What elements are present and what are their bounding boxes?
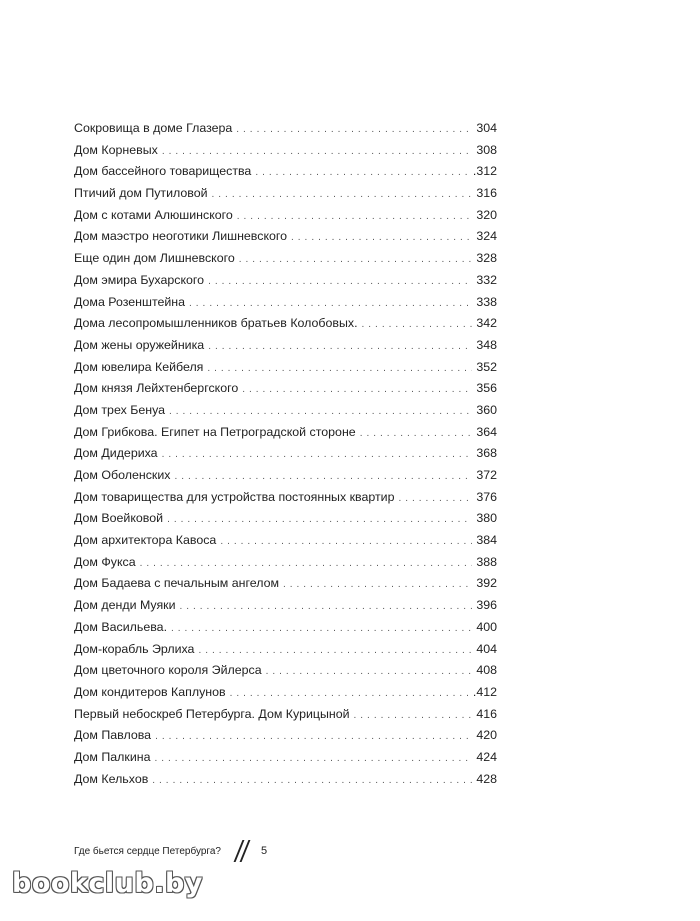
dot-leader <box>360 428 473 439</box>
toc-entry <box>74 576 497 598</box>
toc-entry-page: 388 <box>476 554 497 569</box>
toc-entry-title: Дом князя Лейхтенбергского <box>74 381 239 396</box>
toc-entry-title: Дом товарищества для устройства постоянных квартир <box>74 489 395 504</box>
toc-entry-page: 384 <box>476 533 497 548</box>
toc-entry-title: Дом бассейного товарищества <box>74 164 252 179</box>
toc-entry-page: 324 <box>476 229 497 244</box>
toc-entry-title: Дом Кельхов <box>74 771 149 786</box>
toc-entry <box>74 772 497 794</box>
toc-entry-page: 404 <box>476 641 497 656</box>
toc-entry-title: Дом эмира Бухарского <box>74 272 205 287</box>
toc-entry-title: Первый небоскреб Петербурга. Дом Курицыной <box>74 706 350 721</box>
dot-leader <box>220 536 472 547</box>
toc-entry <box>74 208 497 230</box>
toc-entry-title: Дом с котами Алюшинского <box>74 207 233 222</box>
toc-entry-title: Дом денди Муяки <box>74 598 176 613</box>
toc-entry <box>74 403 497 425</box>
toc-entry <box>74 642 497 664</box>
toc-entry-title: Дом Палкина <box>74 749 151 764</box>
toc-entry <box>74 707 497 729</box>
toc-entry <box>74 663 497 685</box>
toc-entry <box>74 490 497 512</box>
toc-entry-page: 428 <box>476 771 497 786</box>
toc-entry-title: Дом Корневых <box>74 142 158 157</box>
toc-entry <box>74 598 497 620</box>
dot-leader <box>167 514 472 525</box>
toc-entry-page: 352 <box>476 359 497 374</box>
toc-entry <box>74 533 497 555</box>
toc-entry-page: 368 <box>476 446 497 461</box>
page-footer <box>74 840 267 862</box>
dot-leader <box>171 623 472 634</box>
toc-entry <box>74 251 497 273</box>
toc-entry-title: Дом Бадаева с печальным ангелом <box>74 576 280 591</box>
toc-entry-page: .312 <box>472 164 497 179</box>
dot-leader <box>354 710 473 721</box>
toc-entry <box>74 338 497 360</box>
toc-entry <box>74 728 497 750</box>
toc-entry <box>74 186 497 208</box>
page-number: 5 <box>260 845 268 857</box>
dot-leader <box>212 189 473 200</box>
toc-entry-page: 308 <box>476 142 497 157</box>
toc-entry <box>74 295 497 317</box>
toc-entry-page: 320 <box>476 207 497 222</box>
dot-leader <box>174 471 472 482</box>
toc-entry <box>74 360 497 382</box>
toc-entry-title: Дом Дидериха <box>74 446 158 461</box>
toc-entry-title: Дома лесопромышленников братьев Колобовых. <box>74 316 358 331</box>
toc-entry-page: 304 <box>476 121 497 135</box>
toc-entry-title: Дом Павлова <box>74 728 152 743</box>
dot-leader <box>189 298 472 309</box>
dot-leader <box>255 167 469 178</box>
dot-leader <box>180 601 473 612</box>
dot-leader <box>162 449 473 460</box>
toc-entry-title: Дом кондитеров Каплунов <box>74 684 226 699</box>
toc-entry-title: Дом Грибкова. Египет на Петроградской стороне <box>74 424 356 439</box>
running-title: Где бьется сердце Петербурга? <box>74 845 221 857</box>
double-slash-separator <box>235 840 249 862</box>
table-of-contents <box>74 121 497 793</box>
toc-entry <box>74 229 497 251</box>
dot-leader <box>207 363 472 374</box>
toc-entry-page: 424 <box>476 749 497 764</box>
toc-entry-page: 356 <box>476 381 497 396</box>
dot-leader <box>140 558 473 569</box>
toc-entry <box>74 425 497 447</box>
toc-entry <box>74 620 497 642</box>
dot-leader <box>155 731 472 742</box>
toc-entry <box>74 685 497 707</box>
toc-entry-page: 400 <box>476 619 497 634</box>
dot-leader <box>198 645 472 656</box>
toc-entry-page: 328 <box>476 251 497 266</box>
toc-entry-page: 380 <box>476 511 497 526</box>
toc-entry <box>74 750 497 772</box>
toc-entry-title: Дома Розенштейна <box>74 294 186 309</box>
toc-entry-title: Дом ювелира Кейбеля <box>74 359 204 374</box>
toc-entry-title: Сокровища в доме Глазера <box>74 121 233 135</box>
toc-entry <box>74 511 497 533</box>
toc-entry <box>74 121 497 143</box>
toc-entry-title: Дом Фукса <box>74 554 136 569</box>
dot-leader <box>236 124 472 135</box>
dot-leader <box>155 753 473 764</box>
toc-entry-title: Дом архитектора Кавоса <box>74 533 217 548</box>
toc-entry-page: 420 <box>476 728 497 743</box>
dot-leader <box>283 579 472 590</box>
toc-entry-title: Дом Васильева. <box>74 619 168 634</box>
toc-entry <box>74 273 497 295</box>
dot-leader <box>169 406 472 417</box>
toc-entry-title: Дом жены оружейника <box>74 337 205 352</box>
toc-entry-page: 392 <box>476 576 497 591</box>
toc-entry-page: 360 <box>476 402 497 417</box>
toc-entry-page: .412 <box>472 684 497 699</box>
dot-leader <box>398 493 472 504</box>
toc-entry-title: Еще один дом Лишневского <box>74 251 235 266</box>
toc-entry-title: Птичий дом Путиловой <box>74 186 208 201</box>
toc-entry <box>74 446 497 468</box>
toc-entry <box>74 164 497 186</box>
dot-leader <box>230 688 469 699</box>
toc-entry-page: 316 <box>476 186 497 201</box>
dot-leader <box>208 276 472 287</box>
toc-entry-page: 396 <box>476 598 497 613</box>
dot-leader <box>152 775 472 786</box>
toc-entry <box>74 381 497 403</box>
dot-leader <box>266 666 473 677</box>
toc-entry-title: Дом Оболенских <box>74 468 171 482</box>
toc-entry <box>74 143 497 165</box>
toc-entry-page: 332 <box>476 272 497 287</box>
toc-entry <box>74 555 497 577</box>
dot-leader <box>291 232 472 243</box>
toc-entry-page: 338 <box>476 294 497 309</box>
toc-entry-title: Дом трех Бенуа <box>74 402 166 417</box>
toc-entry-page: 416 <box>476 706 497 721</box>
toc-entry-page: 342 <box>476 316 497 331</box>
dot-leader <box>242 384 472 395</box>
toc-entry-title: Дом маэстро неоготики Лишневского <box>74 229 288 244</box>
toc-entry-page: 376 <box>476 489 497 504</box>
dot-leader <box>162 146 473 157</box>
toc-entry-title: Дом-корабль Эрлиха <box>74 641 195 656</box>
dot-leader <box>362 319 473 330</box>
dot-leader <box>239 254 473 265</box>
dot-leader <box>208 341 472 352</box>
dot-leader <box>237 211 473 222</box>
toc-entry-page: 408 <box>476 663 497 678</box>
toc-entry-title: Дом Воейковой <box>74 511 164 526</box>
toc-entry <box>74 316 497 338</box>
toc-entry-page: 348 <box>476 337 497 352</box>
toc-entry-page: 364 <box>476 424 497 439</box>
toc-entry <box>74 468 497 490</box>
toc-entry-page: 372 <box>476 468 497 482</box>
toc-entry-title: Дом цветочного короля Эйлерса <box>74 663 262 678</box>
watermark: bookclub.by <box>12 868 203 899</box>
